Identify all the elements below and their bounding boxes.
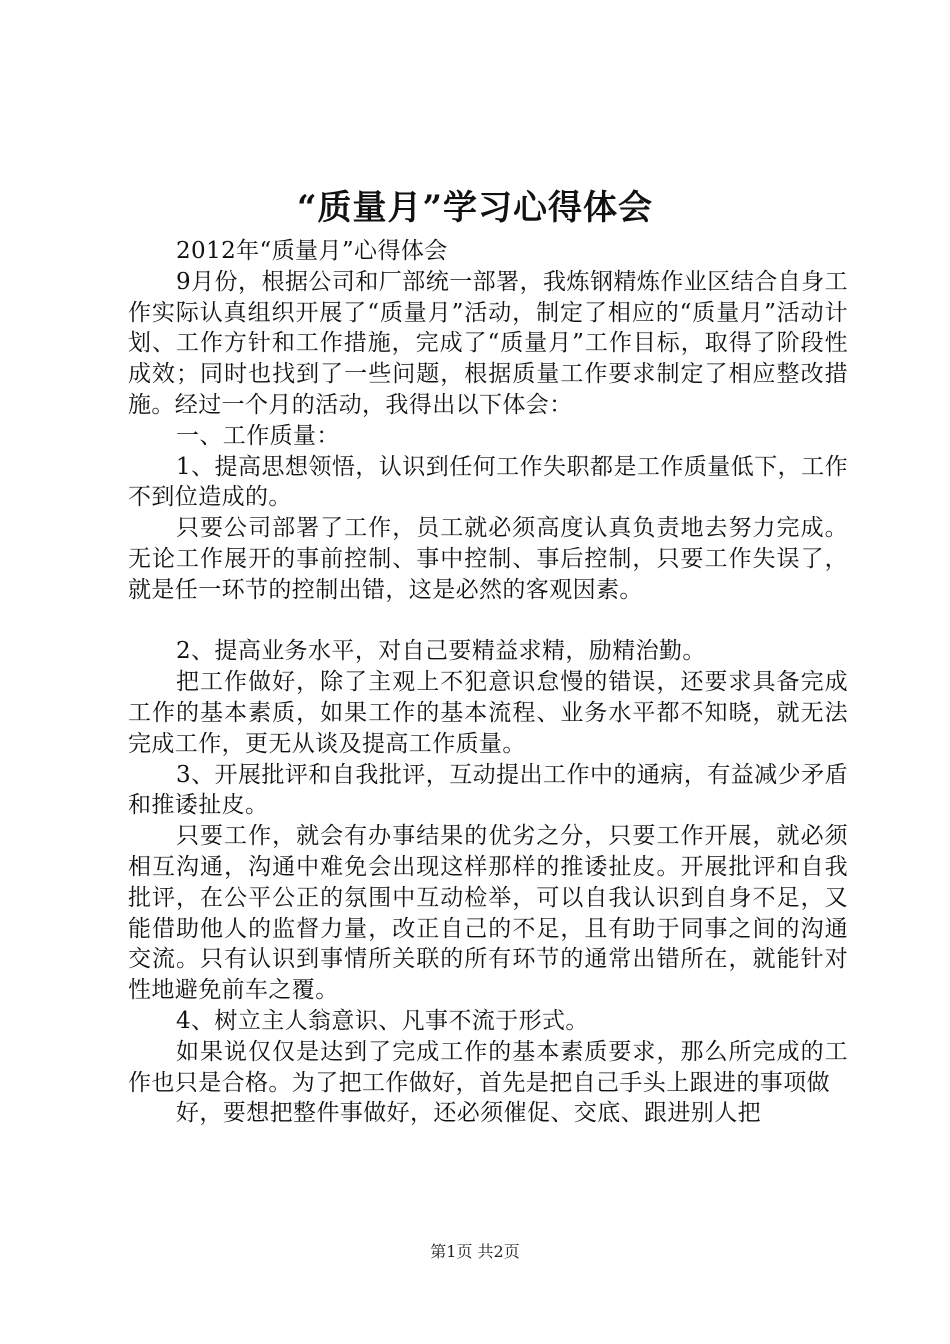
paragraph-intro: 9月份，根据公司和厂部统一部署，我炼钢精炼作业区结合自身工作实际认真组织开展了“质量月”活动，制定了相应的“质量月”活动计划、工作方针和工作措施，完成了“质量月”工作目标，取得了阶段性成效；同时也找到了一些问题，根据质量工作要求制定了相应整改措施。经过一个月的活动，我得出以下体会：	[128, 268, 848, 418]
paragraph-point-1-detail: 只要公司部署了工作，员工就必须高度认真负责地去努力完成。无论工作展开的事前控制、事中控制、事后控制，只要工作失误了，就是任一环节的控制出错，这是必然的客观因素。	[128, 515, 848, 603]
paragraph-continuation: 好，要想把整件事做好，还必须催促、交底、跟进别人把	[176, 1100, 761, 1127]
document-body	[128, 236, 848, 1129]
blank-line	[128, 606, 848, 637]
paragraph-point-3: 3、开展批评和自我批评，互动提出工作中的通病，有益减少矛盾和推诿扯皮。	[128, 761, 848, 819]
paragraph-subtitle: 2012年“质量月”心得体会	[176, 238, 448, 264]
paragraph-point-1: 1、提高思想领悟，认识到任何工作失职都是工作质量低下，工作不到位造成的。	[128, 453, 848, 511]
paragraph-point-3-detail: 只要工作，就会有办事结果的优劣之分，只要工作开展，就必须相互沟通，沟通中难免会出现这样那样的推诿扯皮。开展批评和自我批评，在公平公正的氛围中互动检举，可以自我认识到自身不足，又能借助他人的监督力量，改正自己的不足，且有助于同事之间的沟通交流。只有认识到事情所关联的所有环节的通常出错所在，就能针对性地避免前车之覆。	[128, 823, 848, 1004]
document-title: “质量月”学习心得体会	[296, 188, 654, 228]
paragraph-point-4: 4、树立主人翁意识、凡事不流于形式。	[176, 1007, 589, 1034]
paragraph-point-4-detail: 如果说仅仅是达到了完成工作的基本素质要求，那么所完成的工作也只是合格。为了把工作做好，首先是把自己手头上跟进的事项做	[128, 1038, 848, 1096]
paragraph-point-2: 2、提高业务水平，对自己要精益求精，励精治勤。	[176, 638, 706, 665]
paragraph-section-heading: 一、工作质量：	[176, 422, 340, 449]
page-footer: 第1页 共2页	[430, 1242, 520, 1261]
paragraph-point-2-detail: 把工作做好，除了主观上不犯意识怠慢的错误，还要求具备完成工作的基本素质，如果工作的基本流程、业务水平都不知晓，就无法完成工作，更无从谈及提高工作质量。	[128, 669, 848, 757]
